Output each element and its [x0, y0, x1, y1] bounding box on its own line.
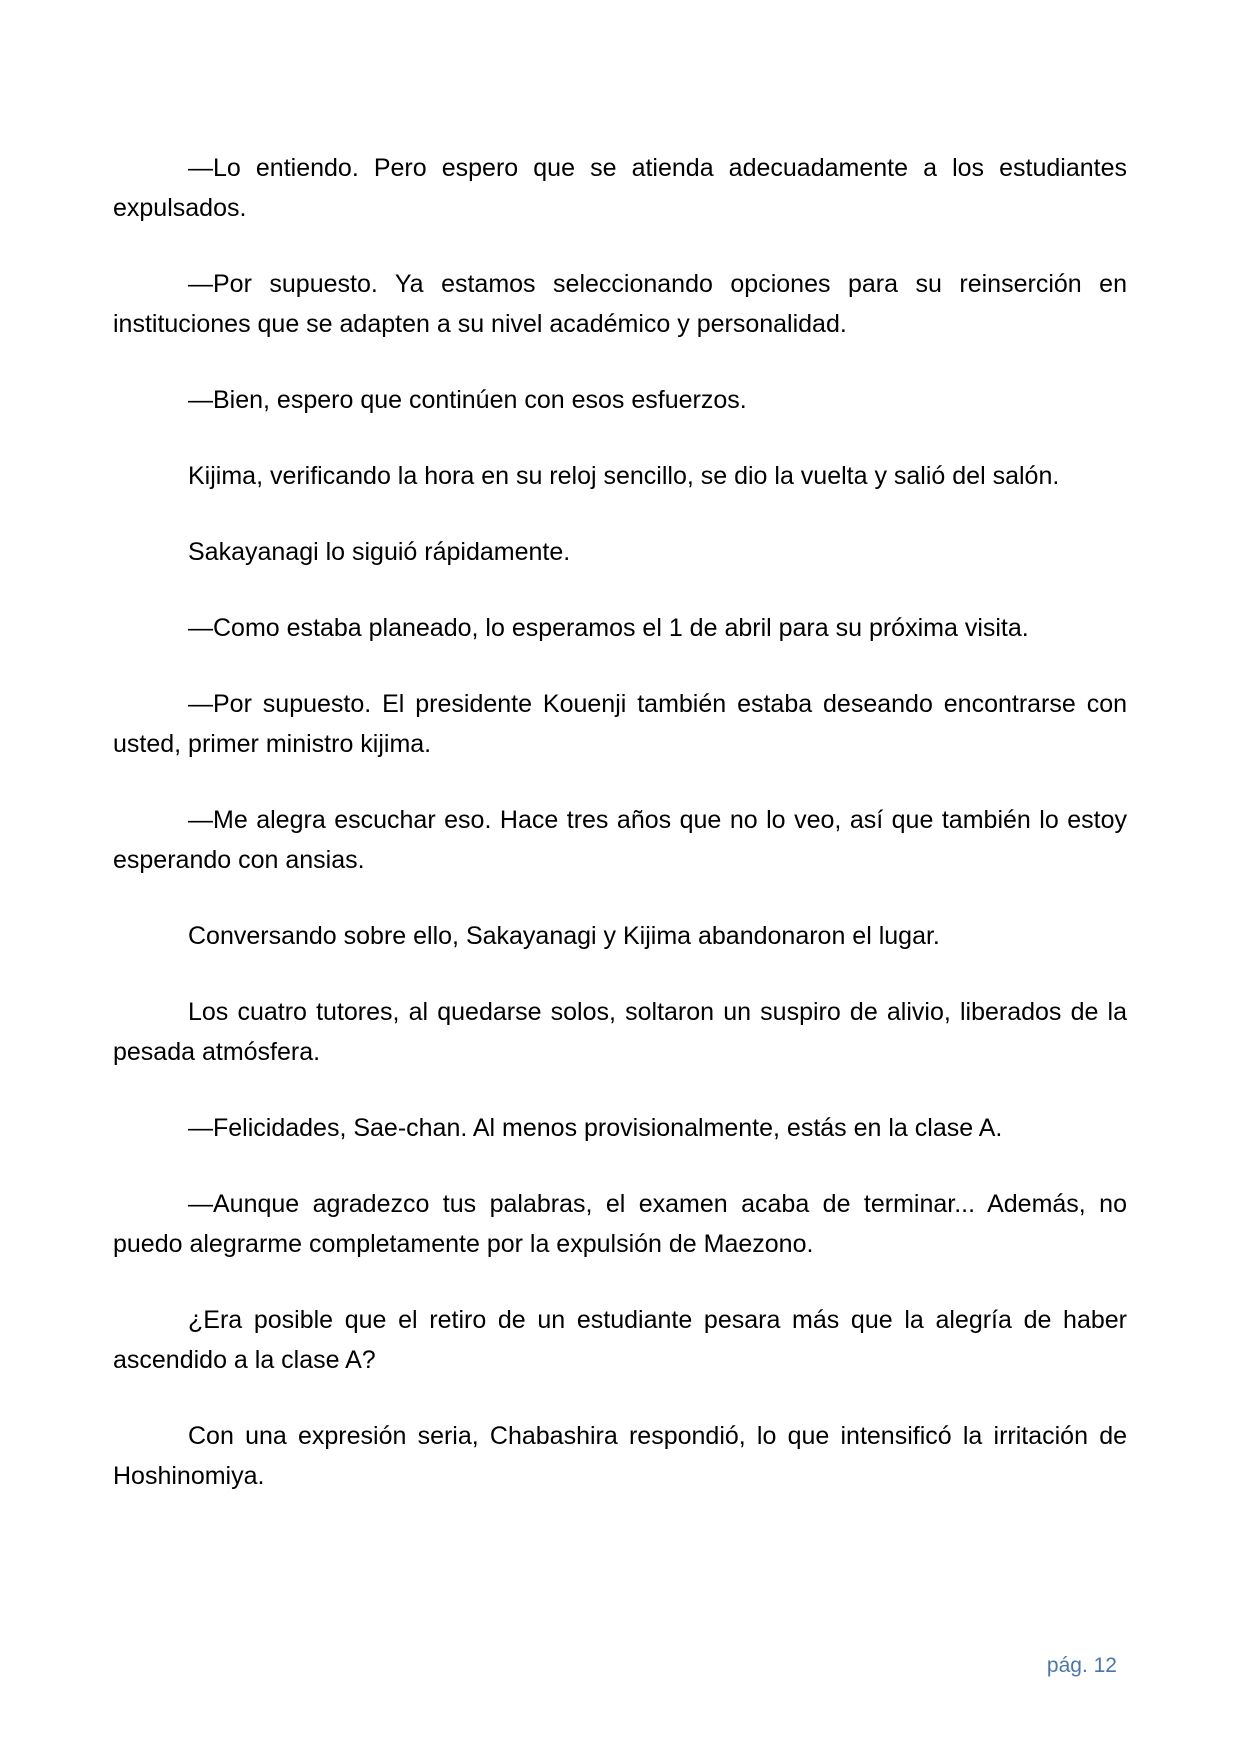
paragraph: Los cuatro tutores, al quedarse solos, soltaron un suspiro de alivio, liberados de la pesada atmósfera.: [113, 998, 1127, 1066]
paragraph: —Por supuesto. El presidente Kouenji también estaba deseando encontrarse con usted, primer ministro kijima.: [113, 690, 1127, 758]
document-body: [113, 148, 1127, 1532]
paragraph: —Bien, espero que continúen con esos esfuerzos.: [188, 386, 747, 414]
paragraph: —Como estaba planeado, lo esperamos el 1 de abril para su próxima visita.: [188, 614, 1029, 642]
paragraph: ¿Era posible que el retiro de un estudiante pesara más que la alegría de haber ascendido a la clase A?: [113, 1306, 1127, 1374]
page-number: pág. 12: [1046, 1654, 1117, 1677]
paragraph: —Felicidades, Sae-chan. Al menos provisionalmente, estás en la clase A.: [188, 1114, 1003, 1142]
paragraph: —Por supuesto. Ya estamos seleccionando opciones para su reinserción en instituciones que se adapten a su nivel académico y personalidad.: [113, 270, 1127, 338]
paragraph: —Lo entiendo. Pero espero que se atienda adecuadamente a los estudiantes expulsados.: [113, 154, 1127, 222]
paragraph: Sakayanagi lo siguió rápidamente.: [188, 538, 571, 566]
paragraph: Conversando sobre ello, Sakayanagi y Kijima abandonaron el lugar.: [188, 922, 940, 950]
paragraph: Con una expresión seria, Chabashira respondió, lo que intensificó la irritación de Hoshinomiya.: [113, 1422, 1127, 1490]
paragraph: —Aunque agradezco tus palabras, el examen acaba de terminar... Además, no puedo alegrarme completamente por la expulsión de Maezono.: [113, 1190, 1127, 1258]
paragraph: —Me alegra escuchar eso. Hace tres años que no lo veo, así que también lo estoy esperando con ansias.: [113, 806, 1127, 874]
paragraph: Kijima, verificando la hora en su reloj sencillo, se dio la vuelta y salió del salón.: [188, 462, 1060, 490]
